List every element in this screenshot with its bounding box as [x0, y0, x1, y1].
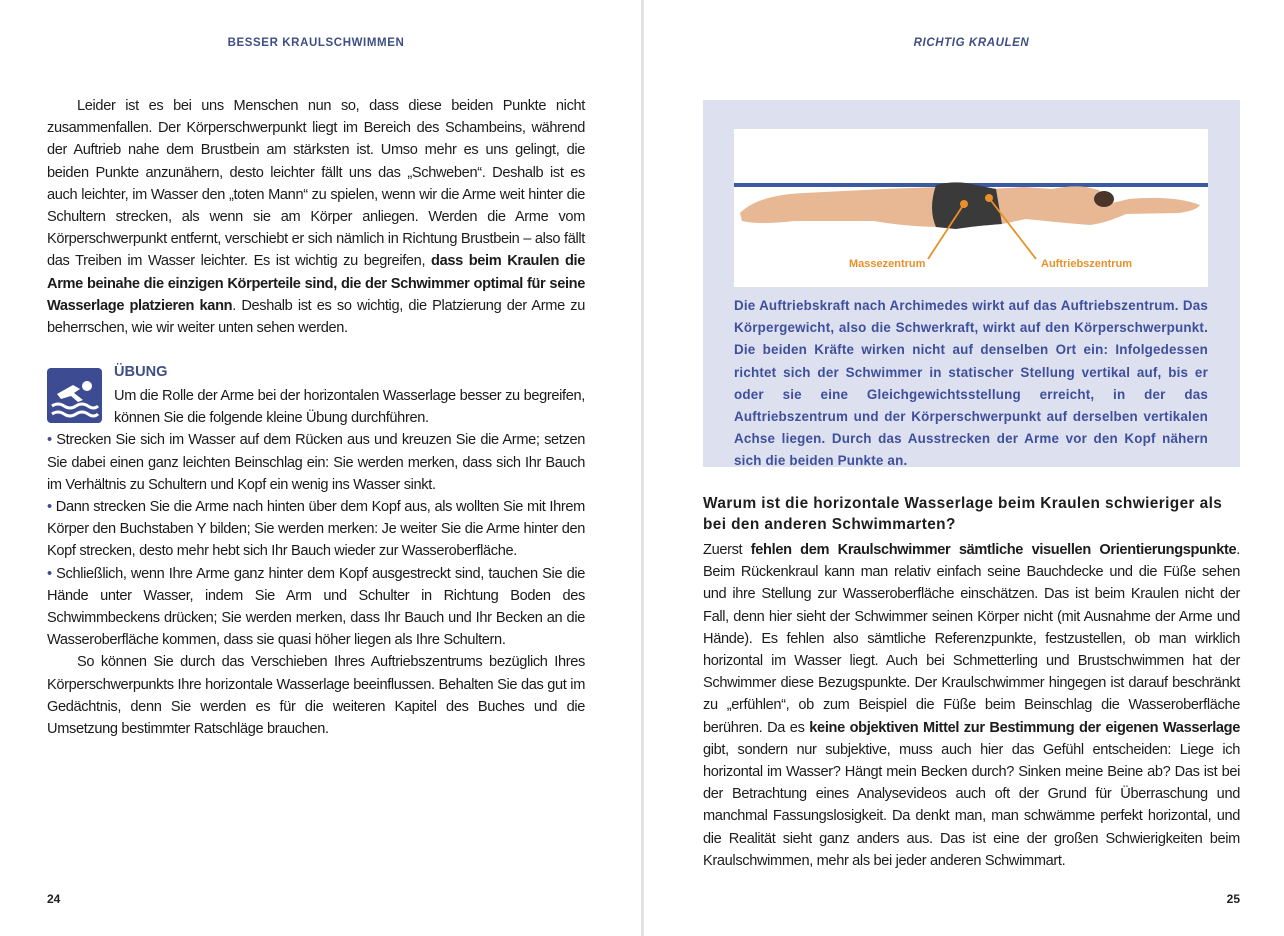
swimmer-illustration	[734, 129, 1208, 287]
right-main-paragraph	[703, 539, 1240, 872]
exercise-body	[47, 385, 585, 740]
right-page	[644, 0, 1284, 936]
label-massezentrum: Massezentrum	[849, 258, 926, 270]
figure-caption: Die Auftriebskraft nach Archimedes wirkt auf das Auftriebszentrum. Das Körpergewicht, also die Schwerkraft, wirkt auf den Körperschwerpunkt. Die beiden Kräfte wirken nicht auf denselben Ort ein: Infolgedessen richtet sich der Schwimmer in statischer Stellung vertikal auf, bis er oder sie eine Gleichgewichtsstellung erreicht, in der das Auftriebszentrum und der Körperschwerpunkt auf derselben vertikalen Achse liegen. Durch das Ausstrecken der Arme vor den Kopf nähern sich die beiden Punkte an.	[734, 298, 1208, 469]
paragraph-1: Leider ist es bei uns Menschen nun so, dass diese beiden Punkte nicht zusammenfallen. Der Körperschwerpunkt liegt im Bereich des Schambeins, während der Auftrieb nahe dem Brustbein am stärksten ist. Umso mehr es uns gelingt, die beiden Punkte anzunähern, desto leichter fällt uns das „Schweben“. Deshalb ist es auch leichter, im Wasser den „toten Mann“ zu spielen, wenn wir die Arme weit hinter die Schultern strecken, als wenn sie am Körper anliegen. Werden die Arme vom Körperschwerpunkt entfernt, verschiebt er sich nämlich in Richtung Brustbein – also fällt das Treiben im Wasser leichter. Es ist wichtig zu begreifen, dass beim Kraulen die Arme beinahe die einzigen Körperteile sind, die der Schwimmer optimal für seine Wasserlage platzieren kann. Deshalb ist es so wichtig, die Platzierung der Arme zu beherrschen, wie wir weiter unten sehen werden.	[47, 98, 585, 337]
label-auftriebszentrum: Auftriebszentrum	[1041, 258, 1133, 270]
exercise-title: ÜBUNG	[114, 364, 168, 380]
emphasis-orientation: fehlen dem Kraulschwimmer sämtliche visuellen Orientierungspunkte	[750, 542, 1237, 558]
paragraph-2: Zuerst fehlen dem Kraulschwimmer sämtliche visuellen Orientierungspunkte. Beim Rückenkraul kann man relativ einfach seine Bauchdecke und die Füße sehen und ihre Stellung zur Wasseroberfläche einschätzen. Das ist beim Kraulen nicht der Fall, denn hier sieht der Schwimmer seinen Körper nicht (mit Ausnahme der Arme und Hände). Es fehlen also sämtliche Referenzpunkte, festzustellen, ob man wirklich horizontal im Wasser liegt. Auch bei Schmetterling und Brustschwimmen hat der Schwimmer diese Bezugspunkte. Der Kraulschwimmer hingegen ist darauf beschränkt zu „erfühlen“, ob zum Beispiel die Füße beim Beinschlag die Wasseroberfläche berühren. Da es keine objektiven Mittel zur Bestimmung der eigenen Wasserlage gibt, sondern nur subjektive, muss auch hier das Gefühl entscheiden: Liege ich horizontal im Wasser? Hängt mein Becken durch? Sinken meine Beine ab? Das ist bei der Betrachtung eines Analysevideos auch oft der Grund für Überraschung und manchmal Fassungslosigkeit. Da denkt man, man schwämme perfekt horizontal, und die Realität sieht ganz anders aus. Das ist eine der großen Schwierigkeiten beim Kraulschwimmen, mehr als bei jeder anderen Schwimmart.	[703, 542, 1241, 869]
exercise-bullet: • Dann strecken Sie die Arme nach hinten über dem Kopf aus, als wollten Sie mit Ihrem Körper den Buchstaben Y bilden; Sie werden merken: Je weiter Sie die Arme hinter den Kopf strecken, desto mehr hebt sich Ihr Bauch wieder zur Wasseroberfläche.	[47, 499, 585, 560]
exercise-bullet: • Strecken Sie sich im Wasser auf dem Rücken aus und kreuzen Sie die Arme; setzen Sie dabei einen ganz leichten Beinschlag ein: Sie werden merken, dass sich Ihr Bauch im Verhältnis zu Schultern und Kopf ein wenig ins Wasser sinkt.	[47, 432, 585, 493]
running-head-left: BESSER KRAULSCHWIMMEN	[227, 37, 405, 49]
page-number-right: 25	[1226, 892, 1240, 906]
left-page	[0, 0, 641, 936]
left-main-paragraph	[47, 95, 585, 339]
exercise-closing: So können Sie durch das Verschieben Ihres Auftriebszentrums bezüglich Ihres Körperschwerpunkts Ihre horizontale Wasserlage beeinflussen. Behalten Sie das gut im Gedächtnis, denn Sie werden es für die weiteren Kapitel des Buches und die Umsetzung bestimmter Ratschläge brauchen.	[47, 654, 585, 738]
bullet-icon: •	[47, 499, 52, 516]
running-head-right: RICHTIG KRAULEN	[913, 37, 1030, 49]
exercise-intro: Um die Rolle der Arme bei der horizontalen Wasserlage besser zu begreifen, können Sie die folgende kleine Übung durchführen.	[114, 388, 585, 427]
bullet-icon: •	[47, 565, 52, 582]
section-heading: Warum ist die horizontale Wasserlage beim Kraulen schwieriger als bei den anderen Schwimmarten?	[703, 495, 1223, 533]
page-number-left: 24	[47, 892, 61, 906]
bullet-icon: •	[47, 432, 52, 449]
emphasis-objective: keine objektiven Mittel zur Bestimmung der eigenen Wasserlage	[809, 719, 1241, 736]
figure-box	[703, 100, 1240, 467]
emphasis-arms: dass beim Kraulen die Arme beinahe die einzigen Körperteile sind, die der Schwimmer optimal für seine Wasserlage platzieren kann	[47, 253, 585, 314]
exercise-bullet: • Schließlich, wenn Ihre Arme ganz hinter dem Kopf ausgestreckt sind, tauchen Sie die Hände unter Wasser, indem Sie Arm und Schulter in Richtung Boden des Schwimmbeckens drücken; Sie werden merken, dass Ihr Bauch und Ihr Becken an die Wasseroberfläche kommen, dass sie quasi höher liegen als Ihre Schultern.	[47, 565, 585, 649]
